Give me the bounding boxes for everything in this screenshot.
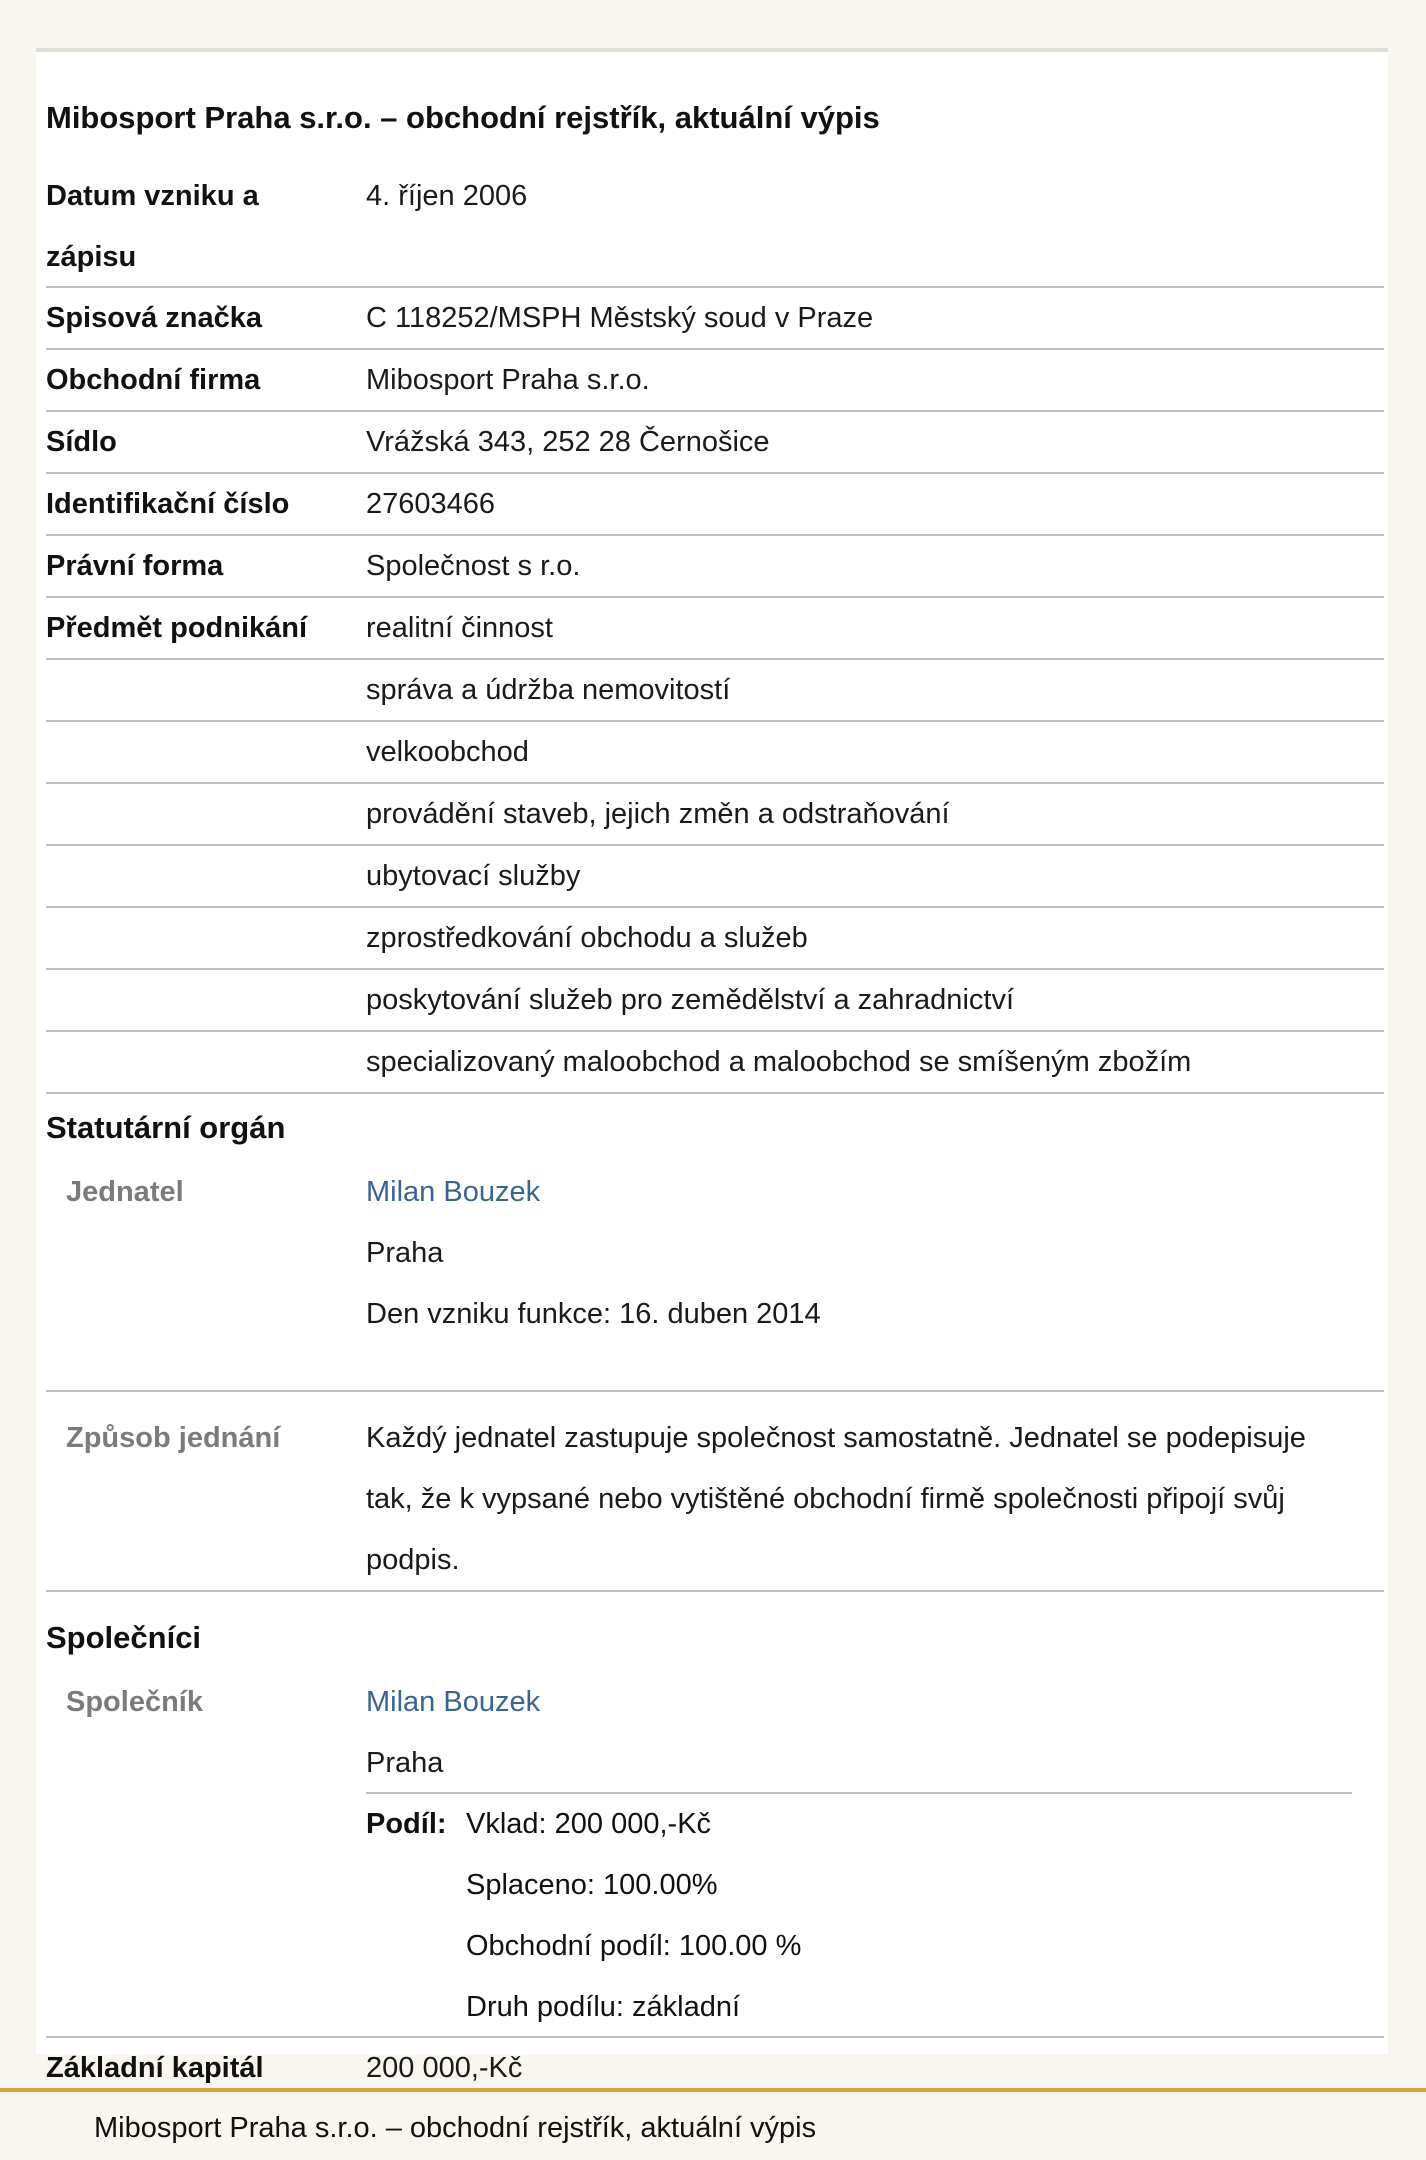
row-label: Základní kapitál (46, 2052, 264, 2084)
row-value: Mibosport Praha s.r.o. (366, 364, 650, 396)
row-label: Spisová značka (46, 302, 262, 334)
share-label: Podíl: (366, 1808, 447, 1840)
row-identifikacni-cislo (46, 474, 1384, 536)
row-value (366, 1162, 1376, 1345)
row-predmet-podnikani (46, 598, 1384, 660)
row-value: C 118252/MSPH Městský soud v Praze (366, 302, 874, 334)
row-label (46, 166, 356, 288)
row-label-line: zápisu (46, 241, 137, 273)
person-city: Praha (366, 1747, 444, 1779)
row-value: poskytování služeb pro zemědělství a zahradnictví (366, 984, 1014, 1016)
row-value: ubytovací služby (366, 860, 581, 892)
row-pravni-forma (46, 536, 1384, 598)
share-line: Splaceno: 100.00% (466, 1869, 718, 1901)
person-city: Praha (366, 1237, 444, 1269)
row-value: Společnost s r.o. (366, 550, 581, 582)
row-predmet-item (46, 722, 1384, 784)
document-page (36, 48, 1388, 2084)
person-link[interactable]: Milan Bouzek (366, 1686, 541, 1718)
row-value: specializovaný maloobchod a maloobchod se smíšeným zbožím (366, 1046, 1192, 1078)
row-label: Způsob jednání (66, 1422, 281, 1454)
row-label: Jednatel (66, 1176, 184, 1208)
row-value: realitní činnost (366, 612, 553, 644)
row-predmet-item (46, 1032, 1384, 1094)
row-predmet-item (46, 908, 1384, 970)
row-value: zprostředkování obchodu a služeb (366, 922, 808, 954)
row-label: Identifikační číslo (46, 488, 290, 520)
row-label-line: Datum vzniku a (46, 180, 259, 212)
row-value: Vrážská 343, 252 28 Černošice (366, 426, 770, 458)
row-label: Předmět podnikání (46, 612, 308, 644)
footer-text: Mibosport Praha s.r.o. – obchodní rejstřík, aktuální výpis (94, 2112, 817, 2144)
function-since: Den vzniku funkce: 16. duben 2014 (366, 1298, 821, 1330)
text-line: tak, že k vypsané nebo vytištěné obchodní firmě společnosti připojí svůj (366, 1483, 1285, 1515)
share-details (466, 1794, 801, 2038)
row-predmet-item (46, 784, 1384, 846)
row-obchodni-firma (46, 350, 1384, 412)
row-label: Právní forma (46, 550, 224, 582)
text-line: podpis. (366, 1544, 460, 1576)
row-spisova-znacka (46, 288, 1384, 350)
share-line: Druh podílu: základní (466, 1991, 741, 2023)
row-value: 200 000,-Kč (366, 2052, 523, 2084)
share-line: Vklad: 200 000,-Kč (466, 1808, 712, 1840)
row-label: Společník (66, 1686, 203, 1718)
share-line: Obchodní podíl: 100.00 % (466, 1930, 802, 1962)
row-zpusob-jednani (46, 1408, 1384, 1592)
person-link[interactable]: Milan Bouzek (366, 1176, 541, 1208)
row-sidlo (46, 412, 1384, 474)
row-value: provádění staveb, jejich změn a odstraňování (366, 798, 950, 830)
row-spolecnik (46, 1672, 1384, 2038)
row-predmet-item (46, 846, 1384, 908)
row-value: správa a údržba nemovitostí (366, 674, 731, 706)
page-title: Mibosport Praha s.r.o. – obchodní rejstřík, aktuální výpis (46, 100, 880, 135)
section-heading-spolecnici: Společníci (46, 1620, 202, 1655)
row-predmet-item (46, 970, 1384, 1032)
row-predmet-item (46, 660, 1384, 722)
row-value: 4. říjen 2006 (366, 180, 528, 212)
row-jednatel (46, 1162, 1384, 1392)
row-label: Sídlo (46, 426, 117, 458)
section-heading-statutarni-organ: Statutární orgán (46, 1110, 286, 1145)
row-value (366, 1672, 1376, 1794)
row-datum-vzniku (46, 166, 1384, 288)
text-line: Každý jednatel zastupuje společnost samostatně. Jednatel se podepisuje (366, 1422, 1306, 1454)
row-value: 27603466 (366, 488, 496, 520)
footer-bar (0, 2088, 1426, 2160)
row-value (366, 1408, 1376, 1591)
row-label: Obchodní firma (46, 364, 261, 396)
row-value: velkoobchod (366, 736, 529, 768)
